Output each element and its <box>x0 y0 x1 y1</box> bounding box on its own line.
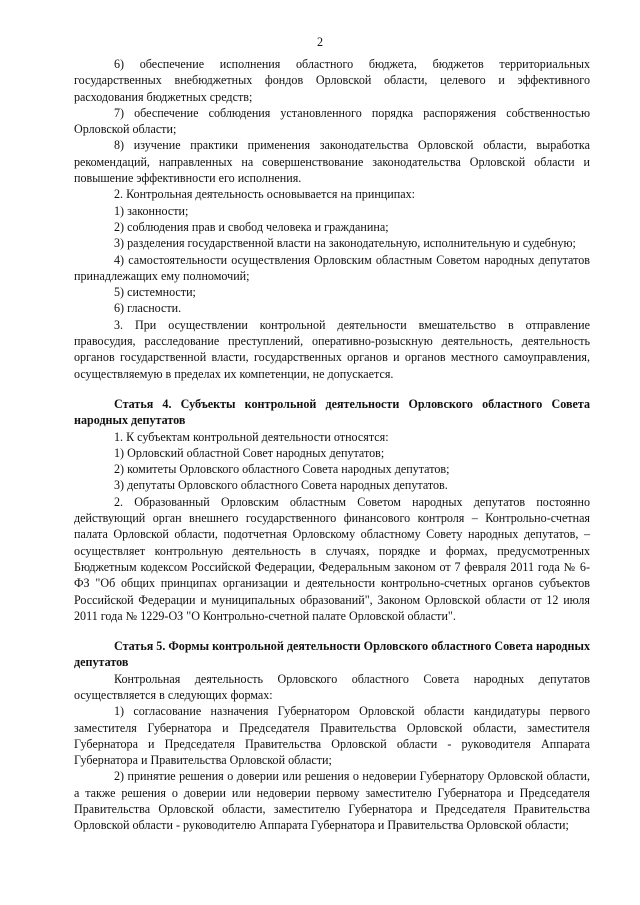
page-number: 2 <box>316 35 324 49</box>
article-4-paragraph: 1. К субъектам контрольной деятельности относятся: <box>114 429 389 444</box>
article-5-paragraph: 1) согласование назначения Губернатором Орловской области кандидатуры первого заместителя Губернатора и Председателя Правительства Орловской области, заместителя Губернатора и Председателя Правительства Орловской области - руководителя Аппарата Губернатора и Правительства Орловской области; <box>74 704 590 768</box>
article-4-heading: Статья 4. Субъекты контрольной деятельности Орловского областного Совета народных депутатов <box>74 396 590 428</box>
article-5-heading: Статья 5. Формы контрольной деятельности Орловского областного Совета народных депутатов <box>74 639 590 670</box>
principle-4: 4) самостоятельности осуществления Орловским областным Советом народных депутатов принадлежащих ему полномочий; <box>74 252 590 283</box>
document-body <box>74 56 590 834</box>
article-5-paragraph: 2) принятие решения о доверии или решения о недоверии Губернатору Орловской области, а также решения о доверии или недоверии первому заместителю Губернатора и Председателя Правительства Орловской области, заместителю Губернатора и Председателя Правительства Орловской области - руководителю Аппарата Губернатора и Правительства Орловской области; <box>74 769 590 833</box>
non-interference-clause: 3. При осуществлении контрольной деятельности вмешательство в отправление правосудия, расследование преступлений, оперативно-розыскную деятельность, деятельность органов государственной власти, государственных органов и органов местного самоуправления, осуществляемую в пределах их компетенции, не допускается. <box>74 317 590 381</box>
principle-3: 3) разделения государственной власти на законодательную, исполнительную и судебную; <box>114 236 576 251</box>
principle-5: 5) системности; <box>114 285 196 300</box>
article-4-paragraph: 2. Образованный Орловским областным Советом народных депутатов постоянно действующий орган внешнего государственного финансового контроля – Контрольно-счетная палата Орловской области, подотчетная Орловскому областному Совету народных депутатов, – осуществляет контрольную деятельность в случаях, порядке и формах, предусмотренных Бюджетным кодексом Российской Федерации, Федеральным законом от 7 февраля 2011 года № 6-ФЗ "Об общих принципах организации и деятельности контрольно-счетных органов субъектов Российской Федерации и муниципальных образований", Законом Орловской области от 12 июля 2011 года № 1229-ОЗ "О Контрольно-счетной палате Орловской области". <box>74 494 590 623</box>
spacer <box>74 382 590 396</box>
list-item-6-budget: 6) обеспечение исполнения областного бюджета, бюджетов территориальных государственных внебюджетных фондов Орловской области, целевого и эффективного расходования бюджетных средств; <box>74 57 590 104</box>
spacer <box>74 624 590 638</box>
list-item-8-practice: 8) изучение практики применения законодательства Орловской области, выработка рекомендаций, направленных на совершенствование законодательства Орловской области и повышение эффективности его исполнения. <box>74 138 590 186</box>
article-5-paragraph: Контрольная деятельность Орловского областного Совета народных депутатов осуществляется в следующих формах: <box>74 671 590 702</box>
article-4-paragraph: 2) комитеты Орловского областного Совета народных депутатов; <box>114 462 450 477</box>
principles-intro: 2. Контрольная деятельность основывается на принципах: <box>114 187 415 202</box>
article-4-paragraph: 1) Орловский областной Совет народных депутатов; <box>114 445 385 460</box>
principle-2: 2) соблюдения прав и свобод человека и гражданина; <box>114 219 389 234</box>
list-item-7-property: 7) обеспечение соблюдения установленного порядка распоряжения собственностью Орловской области; <box>74 105 590 137</box>
principle-6: 6) гласности. <box>114 301 182 316</box>
principle-1: 1) законности; <box>114 203 189 218</box>
article-4-paragraph: 3) депутаты Орловского областного Совета народных депутатов. <box>114 478 448 493</box>
